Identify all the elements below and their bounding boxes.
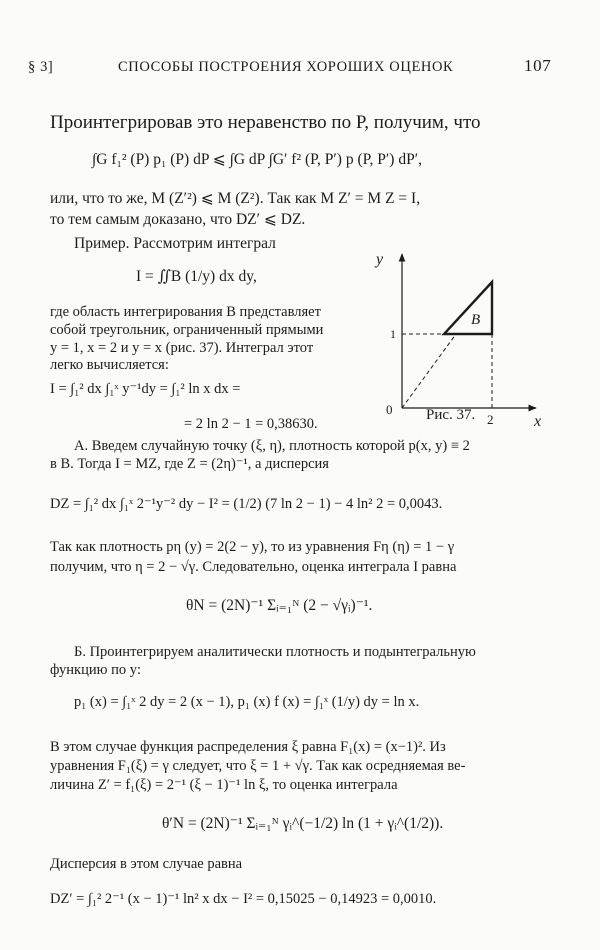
x-axis-label: x (534, 413, 542, 430)
diagonal-dashed (402, 334, 456, 408)
text-line: Дисперсия в этом случае равна (50, 856, 243, 872)
text-line: в B. Тогда I = MZ, где Z = (2η)⁻¹, а дисперсия (50, 456, 329, 472)
origin-label: 0 (386, 402, 393, 417)
equation-line: DZ′ = ∫₁² 2⁻¹ (x − 1)⁻¹ ln² x dx − I² = 0,15025 − 0,14923 = 0,0010. (50, 891, 437, 907)
text-line: получим, что η = 2 − √γ. Следовательно, оценка интеграла I равна (50, 559, 457, 575)
equation-line: ∫G f₁² (P) p₁ (P) dP ⩽ ∫G dP ∫G′ f² (P, P′) p (P, P′) dP′, (92, 151, 422, 168)
equation-line: I = ∬B (1/y) dx dy, (136, 268, 257, 285)
x-tick-label: 2 (487, 412, 494, 427)
equation-line: θN = (2N)⁻¹ Σᵢ₌₁ᴺ (2 − √γᵢ)⁻¹. (186, 597, 373, 614)
y-axis-label: y (376, 251, 384, 268)
equation-line: θ′N = (2N)⁻¹ Σᵢ₌₁ᴺ γᵢ^(−1/2) ln (1 + γᵢ^(1/2)). (162, 815, 444, 832)
text-line: А. Введем случайную точку (ξ, η), плотность которой p(x, y) ≡ 2 (74, 438, 470, 454)
equation-line: = 2 ln 2 − 1 = 0,38630. (184, 416, 318, 432)
equation-line: p₁ (x) = ∫₁ˣ 2 dy = 2 (x − 1), p₁ (x) f (x) = ∫₁ˣ (1/y) dy = ln x. (74, 694, 420, 710)
header-section: § 3] (28, 59, 54, 75)
text-line: Пример. Рассмотрим интеграл (74, 235, 276, 252)
text-line: где область интегрирования B представляет (50, 304, 321, 320)
header-page-number: 107 (524, 56, 552, 75)
figure-caption: Рис. 37. (426, 407, 476, 423)
region-b-triangle (444, 282, 492, 334)
region-label: B (471, 312, 481, 328)
equation-line: I = ∫₁² dx ∫₁ˣ y⁻¹dy = ∫₁² ln x dx = (50, 381, 241, 397)
equation-line: DZ = ∫₁² dx ∫₁ˣ 2⁻¹y⁻² dy − I² = (1/2) (7 ln 2 − 1) − 4 ln² 2 = 0,0043. (50, 496, 443, 512)
text-line: функцию по y: (50, 662, 141, 678)
header-title: СПОСОБЫ ПОСТРОЕНИЯ ХОРОШИХ ОЦЕНОК (118, 59, 454, 75)
text-line: легко вычисляется: (50, 357, 169, 373)
text-line: В этом случае функция распределения ξ равна F₁(x) = (x−1)². Из (50, 739, 446, 755)
text-line: y = 1, x = 2 и y = x (рис. 37). Интеграл этот (50, 340, 314, 356)
text-line: Так как плотность pη (y) = 2(2 − y), то из уравнения Fη (η) = 1 − γ (50, 539, 455, 555)
text-line: то тем самым доказано, что DZ′ ⩽ DZ. (50, 211, 306, 228)
y-tick-label: 1 (390, 327, 396, 341)
text-line: или, что то же, M (Z′²) ⩽ M (Z²). Так как M Z′ = M Z = I, (50, 190, 421, 207)
text-line: собой треугольник, ограниченный прямыми (50, 322, 324, 338)
text-line: Б. Проинтегрируем аналитически плотность и подынтегральную (74, 644, 476, 660)
text-line: уравнения F₁(ξ) = γ следует, что ξ = 1 + √γ. Так как осредняемая ве- (50, 758, 466, 774)
text-line: личина Z′ = f₁(ξ) = 2⁻¹ (ξ − 1)⁻¹ ln ξ, то оценка интеграла (50, 777, 398, 793)
text-line: Проинтегрировав это неравенство по P, получим, что (50, 112, 481, 133)
